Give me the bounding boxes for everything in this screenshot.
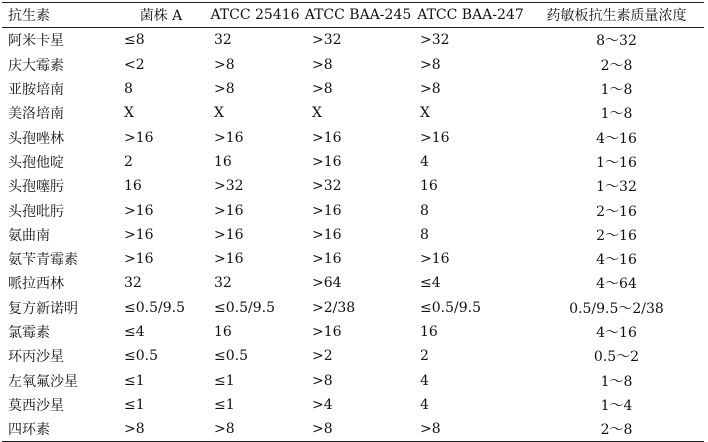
cell-atcc-baa-247: >8 (420, 81, 441, 98)
cell-plate-concentration: 1～8 (600, 106, 633, 123)
cell-strain-a: ≤1 (124, 396, 145, 413)
cell-strain-a: ≤8 (124, 32, 145, 49)
cell-atcc-baa-245: >16 (312, 226, 342, 243)
header-plate-concentration: 药敏板抗生素质量浓度 (529, 3, 704, 28)
cell-strain-a: ≤1 (124, 372, 145, 389)
cell-antibiotic: 复方新诺明 (8, 300, 78, 317)
cell-atcc-25416: >16 (214, 202, 244, 219)
cell-strain-a: 16 (124, 178, 142, 195)
cell-antibiotic: 庆大霉素 (8, 57, 64, 74)
cell-atcc-25416: ≤0.5/9.5 (214, 299, 275, 316)
cell-atcc-baa-245: >2 (312, 348, 333, 365)
cell-atcc-25416: ≤0.5 (214, 348, 248, 365)
cell-plate-concentration: 2～8 (529, 417, 704, 442)
table-row (2, 150, 704, 174)
cell-antibiotic: 四环素 (2, 417, 116, 442)
cell-atcc-baa-245: >32 (312, 32, 342, 49)
cell-strain-a: ≤0.5 (124, 348, 158, 365)
cell-strain-a: X (124, 105, 134, 122)
cell-atcc-baa-245: >64 (312, 275, 342, 292)
cell-antibiotic: 头孢他啶 (8, 154, 64, 171)
cell-strain-a: >16 (124, 202, 154, 219)
cell-atcc-baa-245: >32 (312, 178, 342, 195)
cell-atcc-baa-245: >8 (312, 372, 333, 389)
cell-plate-concentration: 0.5/9.5～2/38 (569, 300, 664, 317)
cell-atcc-baa-247: >8 (420, 56, 441, 73)
antibiotic-susceptibility-table (2, 2, 704, 442)
cell-plate-concentration: 2～16 (596, 227, 637, 244)
header-antibiotic: 抗生素 (2, 3, 116, 28)
cell-plate-concentration: 1～16 (596, 154, 637, 171)
cell-antibiotic: 左氧氟沙星 (8, 373, 78, 390)
cell-strain-a: >16 (124, 129, 154, 146)
cell-atcc-25416: 16 (214, 324, 232, 340)
cell-plate-concentration: 4～16 (596, 252, 637, 269)
cell-atcc-25416: 32 (214, 32, 232, 49)
cell-antibiotic: 环丙沙星 (8, 349, 64, 366)
cell-antibiotic: 氨曲南 (8, 227, 50, 244)
header-atcc-baa-245: ATCC BAA-245 (304, 3, 412, 28)
cell-atcc-baa-247: >32 (420, 32, 450, 49)
cell-atcc-baa-245: >4 (312, 396, 333, 413)
cell-plate-concentration: 0.5～2 (593, 349, 640, 366)
cell-atcc-baa-245: >16 (312, 202, 342, 219)
cell-antibiotic: 阿米卡星 (8, 33, 64, 50)
cell-plate-concentration: 1～8 (600, 82, 633, 99)
cell-antibiotic: 氯霉素 (8, 325, 50, 341)
cell-strain-a: >8 (116, 417, 206, 442)
cell-atcc-baa-245: >16 (312, 153, 342, 170)
cell-atcc-baa-247: 8 (420, 202, 429, 219)
cell-plate-concentration: 1～32 (596, 179, 637, 196)
cell-atcc-baa-245: >16 (312, 129, 342, 146)
cell-atcc-25416: >8 (214, 56, 235, 73)
cell-atcc-25416: >16 (214, 129, 244, 146)
cell-atcc-25416: ≤1 (214, 396, 235, 413)
cell-atcc-baa-247: >16 (420, 251, 450, 268)
cell-atcc-25416: X (214, 105, 224, 122)
table-row (2, 247, 704, 271)
cell-antibiotic: 美洛培南 (8, 106, 64, 123)
cell-atcc-baa-247: 4 (420, 153, 429, 170)
cell-atcc-baa-247: 8 (420, 226, 429, 243)
table-body (2, 28, 704, 442)
cell-atcc-baa-245: >16 (312, 251, 342, 268)
cell-atcc-25416: >8 (206, 417, 304, 442)
cell-atcc-25416: >16 (214, 226, 244, 243)
cell-strain-a: 32 (124, 275, 142, 292)
cell-strain-a: 2 (124, 153, 133, 170)
table-row (2, 174, 704, 198)
cell-strain-a: <2 (124, 56, 145, 73)
cell-plate-concentration: 2～16 (596, 203, 637, 220)
cell-atcc-baa-247: 16 (420, 178, 438, 195)
cell-antibiotic: 头孢唑林 (8, 130, 64, 147)
cell-antibiotic: 莫西沙星 (8, 397, 64, 414)
cell-atcc-baa-245: >8 (312, 81, 333, 98)
cell-plate-concentration: 1～4 (600, 397, 633, 414)
cell-atcc-baa-247: >16 (420, 129, 450, 146)
cell-atcc-baa-247: >8 (412, 417, 529, 442)
cell-atcc-baa-247: 4 (420, 372, 429, 389)
cell-atcc-25416: >16 (214, 251, 244, 268)
cell-atcc-baa-247: X (420, 105, 430, 122)
cell-atcc-baa-247: 16 (420, 324, 438, 340)
header-atcc-25416: ATCC 25416 (206, 3, 304, 28)
cell-antibiotic: 亚胺培南 (8, 82, 64, 99)
header-row (2, 3, 704, 28)
cell-atcc-baa-245: >2/38 (312, 299, 356, 316)
cell-plate-concentration: 4～64 (596, 276, 637, 293)
table-header (2, 3, 704, 28)
table-row (2, 198, 704, 222)
table-row (2, 271, 704, 295)
cell-atcc-25416: 32 (214, 275, 232, 292)
cell-atcc-25416: >32 (214, 178, 244, 195)
cell-atcc-baa-247: ≤4 (420, 275, 441, 292)
table-row (2, 53, 704, 77)
cell-strain-a: ≤4 (124, 324, 145, 340)
table-row (2, 320, 704, 344)
cell-plate-concentration: 4～16 (596, 325, 637, 341)
cell-plate-concentration: 8～32 (596, 33, 637, 50)
table-row (2, 368, 704, 392)
table-row (2, 296, 704, 320)
table-row (2, 77, 704, 101)
table-row (2, 125, 704, 149)
header-strain-a: 菌株 A (116, 3, 206, 28)
cell-antibiotic: 氨苄青霉素 (8, 252, 78, 269)
cell-atcc-baa-245: X (312, 105, 322, 122)
cell-atcc-baa-247: 2 (420, 348, 429, 365)
cell-atcc-baa-247: 4 (420, 396, 429, 413)
cell-atcc-baa-245: >8 (312, 56, 333, 73)
cell-strain-a: >16 (124, 251, 154, 268)
header-atcc-baa-247: ATCC BAA-247 (412, 3, 529, 28)
table-row (2, 223, 704, 247)
cell-plate-concentration: 1～8 (600, 373, 633, 390)
cell-atcc-25416: 16 (214, 153, 232, 170)
cell-atcc-25416: ≤1 (214, 372, 235, 389)
cell-strain-a: 8 (124, 81, 133, 98)
cell-atcc-baa-247: ≤0.5/9.5 (420, 299, 481, 316)
table-row (2, 344, 704, 368)
cell-atcc-baa-245: >16 (312, 324, 342, 340)
cell-strain-a: >16 (124, 226, 154, 243)
cell-antibiotic: 哌拉西林 (8, 276, 64, 293)
table-row (2, 101, 704, 125)
cell-antibiotic: 头孢吡肟 (8, 203, 64, 220)
cell-plate-concentration: 2～8 (600, 57, 633, 74)
table-row (2, 28, 704, 53)
table-row (2, 417, 704, 442)
cell-atcc-baa-245: >8 (304, 417, 412, 442)
cell-strain-a: ≤0.5/9.5 (124, 299, 185, 316)
table-row (2, 393, 704, 417)
cell-antibiotic: 头孢噻肟 (8, 179, 64, 196)
cell-plate-concentration: 4～16 (596, 130, 637, 147)
cell-atcc-25416: >8 (214, 81, 235, 98)
